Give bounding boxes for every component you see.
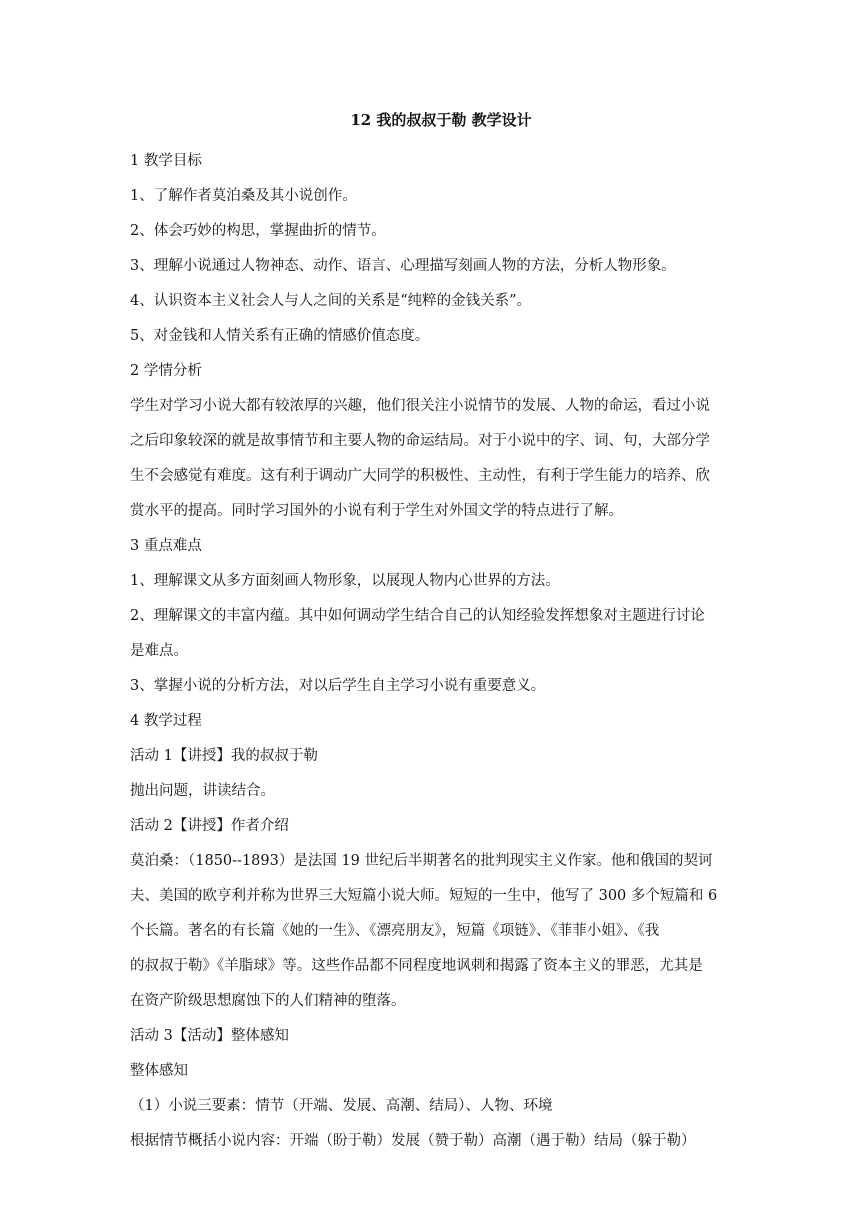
- section-heading-process: 4 教学过程: [130, 713, 202, 729]
- key-point-2-row: 是难点。: [130, 643, 188, 659]
- author-intro-row: 在资产阶级思想腐蚀下的人们精神的堕落。: [130, 993, 406, 1009]
- activity-3-heading: 活动 3【活动】整体感知: [130, 1028, 289, 1044]
- goal-item-4: 4、认识资本主义社会人与人之间的关系是“纯粹的金钱关系”。: [130, 293, 532, 309]
- analysis-paragraph: [130, 389, 732, 529]
- author-intro-row: 个长篇。著名的有长篇《她的一生》、《漂亮朋友》，短篇《项链》、《菲菲小姐》、《我: [130, 923, 660, 939]
- analysis-row: 生不会感觉有难度。这有利于调动广大同学的积极性、主动性，有利于学生能力的培养、欣: [130, 468, 710, 484]
- activity-1-text: 抛出问题，讲读结合。: [130, 783, 275, 799]
- section-heading-analysis: 2 学情分析: [130, 363, 202, 379]
- author-intro-row: 夫、美国的欧亨利并称为世界三大短篇小说大师。短短的一生中，他写了 300 多个短篇和 6: [130, 888, 718, 904]
- goal-item-3: 3、理解小说通过人物神态、动作、语言、心理描写刻画人物的方法，分析人物形象。: [130, 258, 676, 274]
- analysis-row: 之后印象较深的就是故事情节和主要人物的命运结局。对于小说中的字、词、句，大部分学: [130, 433, 710, 449]
- goal-item-5: 5、对金钱和人情关系有正确的情感价值态度。: [130, 328, 430, 344]
- section-heading-key-points: 3 重点难点: [130, 538, 202, 554]
- author-intro-row: 的叔叔于勒》《羊脂球》等。这些作品都不同程度地讽刺和揭露了资本主义的罪恶，尤其是: [130, 958, 703, 974]
- key-point-1: 1、理解课文从多方面刻画人物形象，以展现人物内心世界的方法。: [130, 573, 560, 589]
- analysis-row: 学生对学习小说大都有较浓厚的兴趣，他们很关注小说情节的发展、人物的命运，看过小说: [130, 398, 710, 414]
- activity-3-subheading: 整体感知: [130, 1063, 188, 1079]
- author-intro-paragraph: [130, 844, 732, 1019]
- goal-item-1: 1、了解作者莫泊桑及其小说创作。: [130, 188, 357, 204]
- goal-item-2: 2、体会巧妙的构思，掌握曲折的情节。: [130, 223, 386, 239]
- key-point-2: [130, 599, 732, 669]
- author-intro-row: 莫泊桑：（1850--1893）是法国 19 世纪后半期著名的批判现实主义作家。他和俄国的契诃: [130, 853, 713, 869]
- analysis-row: 赏水平的提高。同时学习国外的小说有利于学生对外国文学的特点进行了解。: [130, 503, 623, 519]
- activity-3-point-2: 根据情节概括小说内容：开端（盼于勒）发展（赞于勒）高潮（遇于勒）结局（躲于勒）: [130, 1133, 696, 1149]
- key-point-3: 3、掌握小说的分析方法，对以后学生自主学习小说有重要意义。: [130, 678, 546, 694]
- activity-2-heading: 活动 2【讲授】作者介绍: [130, 818, 289, 834]
- document-body: [130, 108, 732, 1159]
- activity-3-point-1: （1）小说三要素：情节（开端、发展、高潮、结局）、人物、环境: [130, 1098, 553, 1114]
- document-title: 12 我的叔叔于勒 教学设计: [350, 111, 532, 129]
- activity-1-heading: 活动 1【讲授】我的叔叔于勒: [130, 748, 318, 764]
- key-point-2-row: 2、理解课文的丰富内蕴。其中如何调动学生结合自己的认知经验发挥想象对主题进行讨论: [130, 608, 705, 624]
- section-heading-goals: 1 教学目标: [130, 153, 202, 169]
